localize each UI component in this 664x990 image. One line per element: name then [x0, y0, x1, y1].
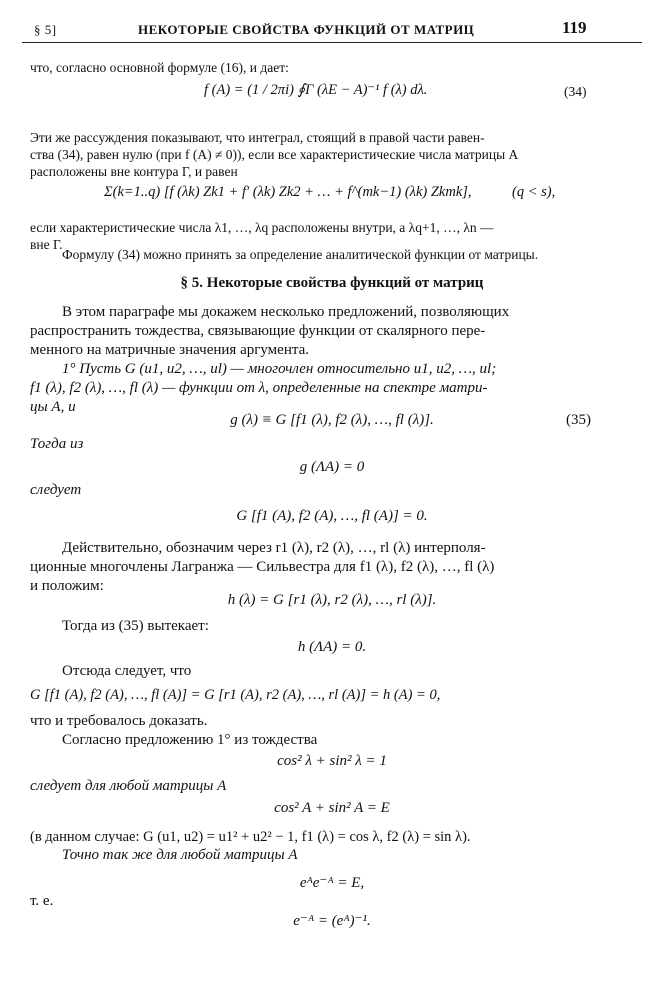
text-line: т. е. [30, 893, 54, 909]
paragraph-line: ционные многочлены Лагранжа — Сильвестра для f1 (λ), f2 (λ), …, fl (λ) [30, 559, 495, 575]
equation-g: g (ΛA) = 0 [299, 459, 365, 475]
paragraph-line: если характеристические числа λ1, …, λq расположены внутри, а λq+1, …, λn — [30, 220, 494, 235]
sum-equation: Σ(k=1..q) [f (λk) Zk1 + f′ (λk) Zk2 + … + f^(mk−1) (λk) Zkmk], [104, 184, 472, 200]
paragraph-line: Точно так же для любой матрицы A [62, 847, 298, 863]
paragraph-line: В этом параграфе мы докажем несколько предложений, позволяющих [62, 304, 510, 320]
paragraph-line: (в данном случае: G (u1, u2) = u1² + u2² − 1, f1 (λ) = cos λ, f2 (λ) = sin λ). [30, 829, 471, 845]
equation-35-number: (35) [566, 412, 591, 428]
paragraph-line: менного на матричные значения аргумента. [30, 342, 310, 358]
page-number: 119 [562, 18, 587, 37]
paragraph-line: Тогда из (35) вытекает: [62, 618, 209, 634]
equation-exp: eᴬe⁻ᴬ = E, [299, 875, 365, 891]
paragraph-line: распространить тождества, связывающие функции от скалярного пере- [30, 323, 486, 339]
paragraph-line: следует для любой матрицы A [30, 778, 227, 794]
paragraph-line: Действительно, обозначим через r1 (λ), r2 (λ), …, rl (λ) интерполя- [62, 540, 486, 556]
paragraph-line: ства (34), равен нулю (при f (A) ≠ 0)), если все характеристические числа матрицы A [30, 147, 519, 162]
equation-34-number: (34) [564, 84, 587, 99]
text-line: следует [30, 482, 82, 498]
header-title: НЕКОТОРЫЕ СВОЙСТВА ФУНКЦИЙ ОТ МАТРИЦ [138, 22, 475, 37]
equation-G: G [f1 (A), f2 (A), …, fl (A)] = 0. [236, 508, 428, 524]
section-title: § 5. Некоторые свойства функций от матриц [180, 275, 484, 291]
paragraph-line: расположены вне контура Γ, и равен [30, 164, 238, 179]
header-section: § 5] [34, 22, 57, 37]
equation-35: g (λ) ≡ G [f1 (λ), f2 (λ), …, fl (λ)]. [230, 412, 434, 428]
proposition-line: цы A, и [30, 399, 76, 415]
intro-line: что, согласно основной формуле (16), и дает: [30, 60, 289, 75]
equation-cosA: cos² A + sin² A = E [274, 800, 390, 816]
paragraph-line: что и требовалось доказать. [30, 713, 208, 729]
sum-condition: (q < s), [512, 184, 556, 200]
header-rule [22, 42, 642, 43]
equation-34: f (A) = (1 / 2πi) ∮Γ (λE − A)⁻¹ f (λ) dλ. [204, 82, 428, 98]
equation-h: h (λ) = G [r1 (λ), r2 (λ), …, rl (λ)]. [227, 592, 437, 608]
equation-long: G [f1 (A), f2 (A), …, fl (A)] = G [r1 (A), r2 (A), …, rl (A)] = h (A) = 0, [30, 687, 441, 703]
equation-hA: h (ΛA) = 0. [297, 639, 367, 655]
paragraph-line: Согласно предложению 1° из тождества [62, 732, 318, 748]
paragraph-line: вне Γ. [30, 237, 63, 252]
equation-inverse: e⁻ᴬ = (eᴬ)⁻¹. [293, 913, 371, 929]
text-line: Тогда из [30, 436, 84, 452]
proposition-line: f1 (λ), f2 (λ), …, fl (λ) — функции от λ, определенные на спектре матри- [30, 380, 488, 396]
paragraph-line: и положим: [30, 578, 104, 594]
paragraph-line: Эти же рассуждения показывают, что интеграл, стоящий в правой части равен- [30, 130, 485, 145]
equation-cos: cos² λ + sin² λ = 1 [277, 753, 387, 769]
proposition-line: 1° Пусть G (u1, u2, …, ul) — многочлен относительно u1, u2, …, ul; [62, 361, 497, 377]
paragraph-line: Отсюда следует, что [62, 663, 192, 679]
paragraph-line: Формулу (34) можно принять за определение аналитической функции от матрицы. [62, 247, 539, 262]
